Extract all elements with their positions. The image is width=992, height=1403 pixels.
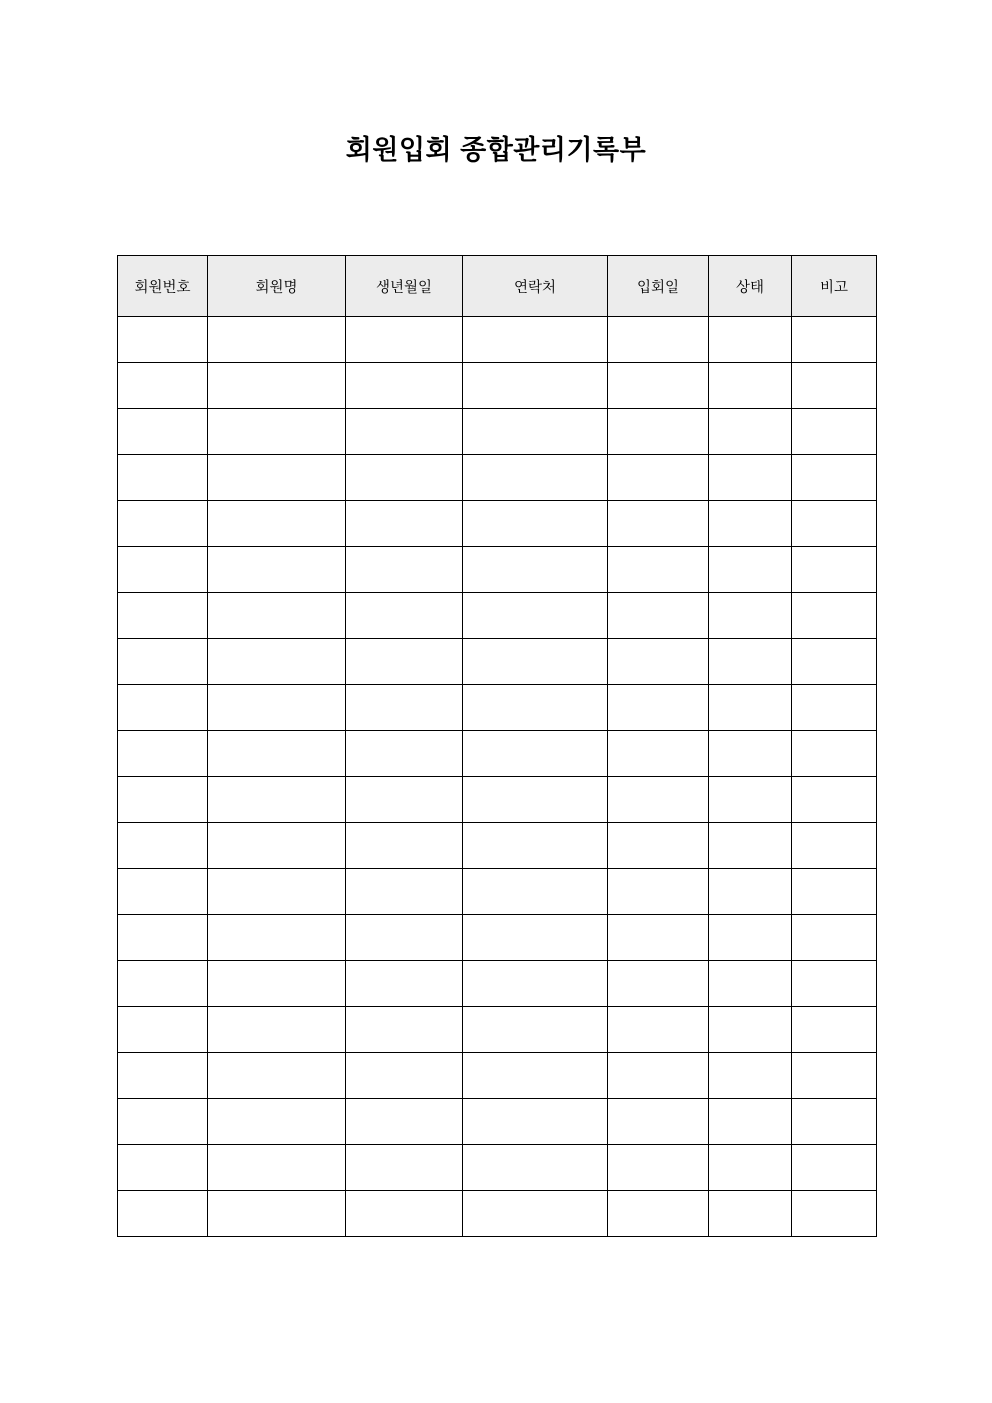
table-cell[interactable]	[792, 639, 877, 685]
table-cell[interactable]	[463, 1099, 608, 1145]
table-cell[interactable]	[608, 1099, 709, 1145]
table-cell[interactable]	[208, 639, 346, 685]
table-cell[interactable]	[346, 685, 463, 731]
table-cell[interactable]	[709, 869, 792, 915]
table-cell[interactable]	[208, 1053, 346, 1099]
table-cell[interactable]	[608, 317, 709, 363]
table-cell[interactable]	[346, 455, 463, 501]
table-cell[interactable]	[118, 1191, 208, 1237]
table-cell[interactable]	[608, 639, 709, 685]
table-cell[interactable]	[608, 731, 709, 777]
table-cell[interactable]	[208, 1191, 346, 1237]
table-cell[interactable]	[208, 501, 346, 547]
table-cell[interactable]	[346, 1099, 463, 1145]
column-header-birthdate: 생년월일	[346, 256, 463, 317]
table-cell[interactable]	[208, 363, 346, 409]
table-cell[interactable]	[463, 455, 608, 501]
table-row	[118, 1099, 877, 1145]
table-row	[118, 823, 877, 869]
table-row	[118, 915, 877, 961]
table-header	[118, 256, 877, 317]
table-cell[interactable]	[208, 823, 346, 869]
table-cell[interactable]	[709, 639, 792, 685]
table-row	[118, 731, 877, 777]
table-cell[interactable]	[463, 961, 608, 1007]
table-cell[interactable]	[346, 1145, 463, 1191]
table-cell[interactable]	[792, 731, 877, 777]
table-row	[118, 1053, 877, 1099]
table-cell[interactable]	[346, 1191, 463, 1237]
table-cell[interactable]	[118, 731, 208, 777]
table-cell[interactable]	[608, 593, 709, 639]
table-cell[interactable]	[709, 961, 792, 1007]
table-cell[interactable]	[346, 363, 463, 409]
record-table-container	[117, 255, 876, 1237]
table-cell[interactable]	[118, 593, 208, 639]
table-cell[interactable]	[608, 363, 709, 409]
table-cell[interactable]	[709, 1145, 792, 1191]
table-cell[interactable]	[709, 1053, 792, 1099]
table-cell[interactable]	[346, 501, 463, 547]
table-cell[interactable]	[118, 1053, 208, 1099]
table-cell[interactable]	[346, 1053, 463, 1099]
table-cell[interactable]	[792, 915, 877, 961]
table-cell[interactable]	[792, 869, 877, 915]
table-cell[interactable]	[346, 409, 463, 455]
table-cell[interactable]	[463, 547, 608, 593]
table-cell[interactable]	[463, 409, 608, 455]
table-row	[118, 777, 877, 823]
table-cell[interactable]	[608, 547, 709, 593]
table-cell[interactable]	[208, 915, 346, 961]
table-header-row	[118, 256, 877, 317]
table-cell[interactable]	[118, 317, 208, 363]
table-cell[interactable]	[346, 593, 463, 639]
table-cell[interactable]	[118, 639, 208, 685]
table-cell[interactable]	[118, 547, 208, 593]
table-cell[interactable]	[792, 685, 877, 731]
table-row	[118, 363, 877, 409]
table-cell[interactable]	[608, 455, 709, 501]
table-cell[interactable]	[463, 1191, 608, 1237]
table-cell[interactable]	[709, 915, 792, 961]
table-cell[interactable]	[792, 777, 877, 823]
table-cell[interactable]	[709, 1191, 792, 1237]
table-cell[interactable]	[608, 409, 709, 455]
table-cell[interactable]	[608, 1145, 709, 1191]
table-cell[interactable]	[792, 593, 877, 639]
table-cell[interactable]	[118, 961, 208, 1007]
table-cell[interactable]	[709, 593, 792, 639]
table-cell[interactable]	[118, 455, 208, 501]
table-cell[interactable]	[463, 639, 608, 685]
table-cell[interactable]	[463, 915, 608, 961]
table-cell[interactable]	[208, 1099, 346, 1145]
table-cell[interactable]	[792, 501, 877, 547]
table-cell[interactable]	[709, 501, 792, 547]
table-cell[interactable]	[118, 685, 208, 731]
table-row	[118, 1145, 877, 1191]
table-cell[interactable]	[463, 869, 608, 915]
table-row	[118, 1191, 877, 1237]
table-cell[interactable]	[118, 869, 208, 915]
table-cell[interactable]	[463, 777, 608, 823]
table-cell[interactable]	[608, 869, 709, 915]
table-cell[interactable]	[608, 777, 709, 823]
column-header-member-name: 회원명	[208, 256, 346, 317]
table-cell[interactable]	[709, 317, 792, 363]
table-cell[interactable]	[208, 869, 346, 915]
table-cell[interactable]	[208, 731, 346, 777]
table-cell[interactable]	[346, 317, 463, 363]
table-cell[interactable]	[709, 363, 792, 409]
table-cell[interactable]	[792, 961, 877, 1007]
table-cell[interactable]	[208, 1007, 346, 1053]
table-cell[interactable]	[608, 1007, 709, 1053]
table-row	[118, 593, 877, 639]
table-cell[interactable]	[208, 409, 346, 455]
table-cell[interactable]	[608, 961, 709, 1007]
table-cell[interactable]	[463, 1145, 608, 1191]
table-cell[interactable]	[118, 1145, 208, 1191]
table-cell[interactable]	[118, 1007, 208, 1053]
table-cell[interactable]	[608, 1053, 709, 1099]
table-cell[interactable]	[792, 1099, 877, 1145]
table-cell[interactable]	[463, 731, 608, 777]
table-cell[interactable]	[346, 547, 463, 593]
table-cell[interactable]	[709, 409, 792, 455]
table-cell[interactable]	[208, 547, 346, 593]
table-cell[interactable]	[608, 501, 709, 547]
table-cell[interactable]	[463, 1007, 608, 1053]
table-cell[interactable]	[608, 685, 709, 731]
table-cell[interactable]	[346, 1007, 463, 1053]
table-cell[interactable]	[792, 409, 877, 455]
column-header-join-date: 입회일	[608, 256, 709, 317]
table-row	[118, 961, 877, 1007]
table-cell[interactable]	[792, 823, 877, 869]
table-cell[interactable]	[792, 1145, 877, 1191]
table-cell[interactable]	[346, 915, 463, 961]
table-cell[interactable]	[208, 593, 346, 639]
table-row	[118, 639, 877, 685]
table-cell[interactable]	[709, 1007, 792, 1053]
table-cell[interactable]	[709, 685, 792, 731]
table-row	[118, 501, 877, 547]
table-cell[interactable]	[346, 961, 463, 1007]
table-cell[interactable]	[463, 593, 608, 639]
table-cell[interactable]	[118, 823, 208, 869]
column-header-status: 상태	[709, 256, 792, 317]
table-cell[interactable]	[346, 869, 463, 915]
column-header-remarks: 비고	[792, 256, 877, 317]
table-row	[118, 317, 877, 363]
table-body	[118, 317, 877, 1237]
table-cell[interactable]	[792, 1053, 877, 1099]
table-cell[interactable]	[118, 363, 208, 409]
table-cell[interactable]	[792, 547, 877, 593]
table-cell[interactable]	[709, 777, 792, 823]
table-cell[interactable]	[792, 363, 877, 409]
table-cell[interactable]	[208, 777, 346, 823]
table-cell[interactable]	[463, 823, 608, 869]
table-cell[interactable]	[118, 1099, 208, 1145]
table-cell[interactable]	[709, 731, 792, 777]
table-row	[118, 869, 877, 915]
table-cell[interactable]	[463, 1053, 608, 1099]
table-cell[interactable]	[463, 501, 608, 547]
page-title: 회원입회 종합관리기록부	[345, 135, 647, 165]
table-cell[interactable]	[208, 961, 346, 1007]
table-cell[interactable]	[118, 915, 208, 961]
table-cell[interactable]	[118, 409, 208, 455]
table-cell[interactable]	[792, 1191, 877, 1237]
table-cell[interactable]	[346, 731, 463, 777]
table-cell[interactable]	[463, 363, 608, 409]
table-cell[interactable]	[346, 823, 463, 869]
table-cell[interactable]	[709, 1099, 792, 1145]
table-cell[interactable]	[346, 639, 463, 685]
table-cell[interactable]	[346, 777, 463, 823]
column-header-contact: 연락처	[463, 256, 608, 317]
table-cell[interactable]	[709, 547, 792, 593]
table-cell[interactable]	[463, 685, 608, 731]
table-cell[interactable]	[463, 317, 608, 363]
table-cell[interactable]	[208, 685, 346, 731]
table-cell[interactable]	[792, 1007, 877, 1053]
table-cell[interactable]	[608, 823, 709, 869]
column-header-member-number: 회원번호	[118, 256, 208, 317]
table-cell[interactable]	[208, 1145, 346, 1191]
member-record-table	[117, 255, 877, 1237]
table-cell[interactable]	[608, 1191, 709, 1237]
table-row	[118, 547, 877, 593]
table-cell[interactable]	[118, 777, 208, 823]
table-row	[118, 455, 877, 501]
table-cell[interactable]	[208, 317, 346, 363]
table-row	[118, 1007, 877, 1053]
table-cell[interactable]	[118, 501, 208, 547]
table-cell[interactable]	[208, 455, 346, 501]
table-row	[118, 685, 877, 731]
table-cell[interactable]	[608, 915, 709, 961]
table-cell[interactable]	[792, 455, 877, 501]
table-row	[118, 409, 877, 455]
table-cell[interactable]	[792, 317, 877, 363]
table-cell[interactable]	[709, 455, 792, 501]
table-cell[interactable]	[709, 823, 792, 869]
